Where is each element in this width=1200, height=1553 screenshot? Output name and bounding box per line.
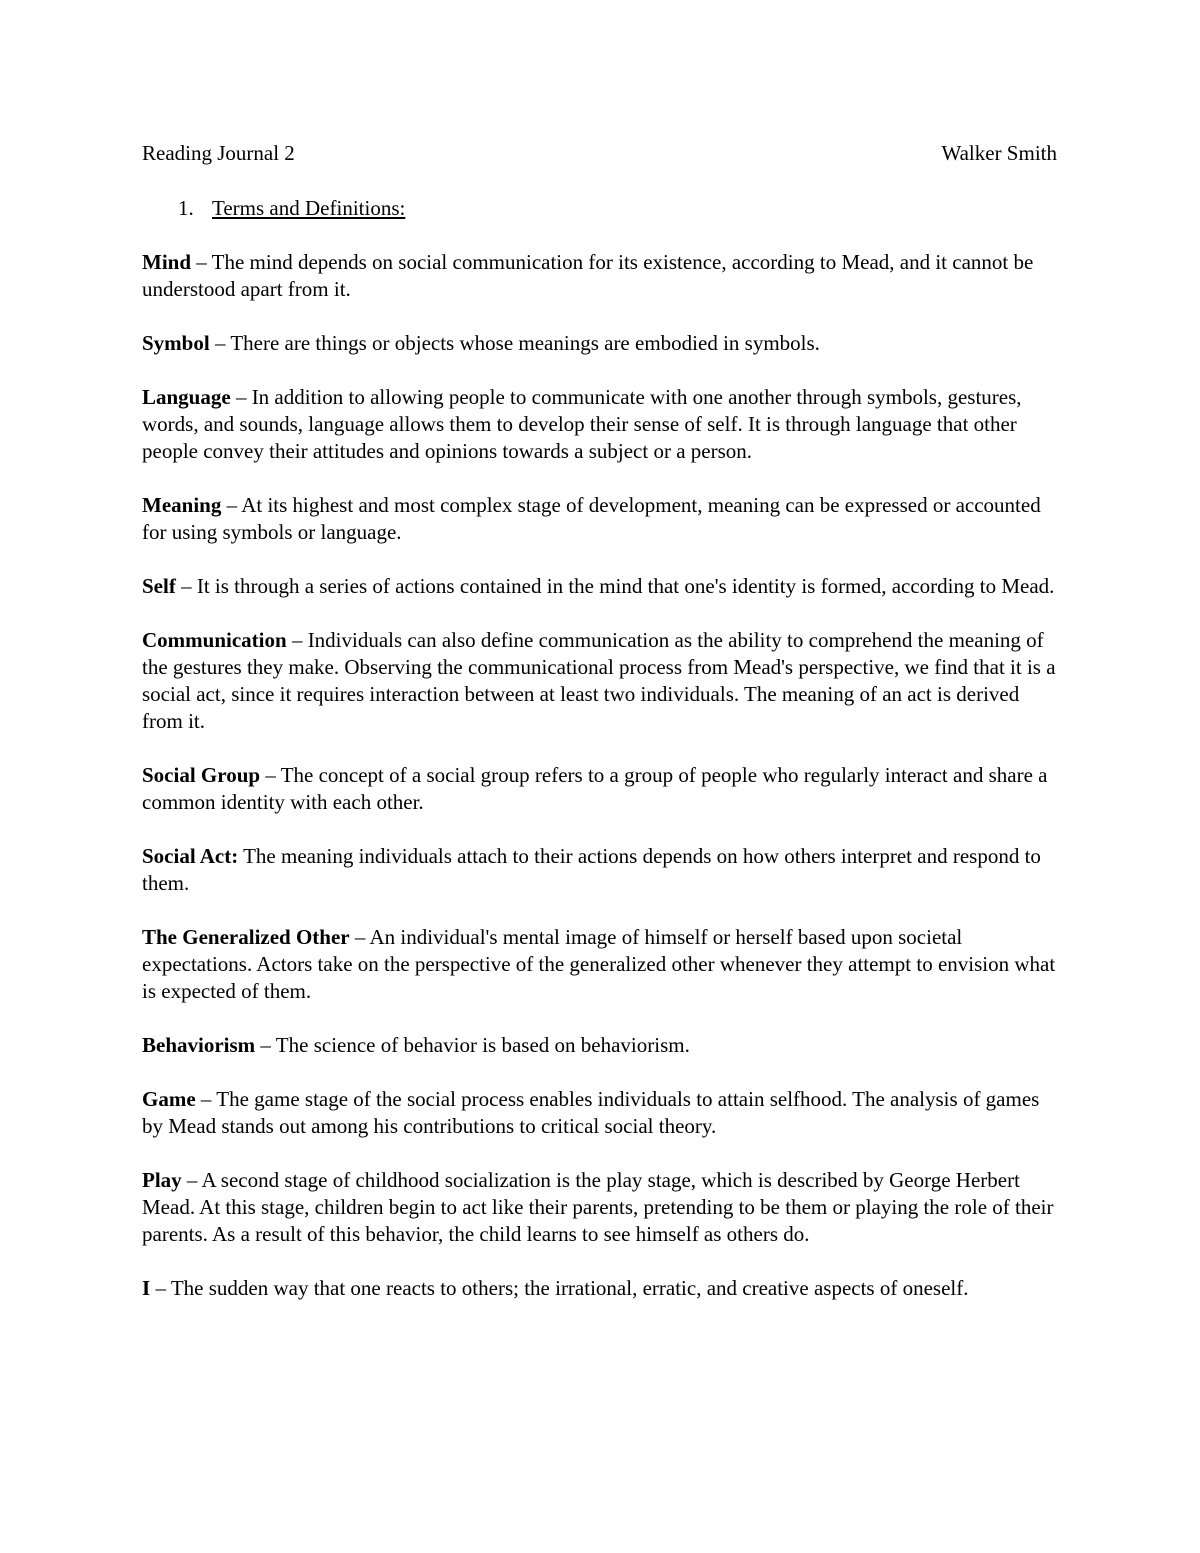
definition-term: I — [142, 1276, 151, 1300]
definition-term: Symbol — [142, 331, 210, 355]
document-header — [142, 140, 1057, 167]
definition-entry — [142, 249, 1057, 303]
definition-entry — [142, 762, 1057, 816]
definition-separator: – — [150, 1276, 171, 1300]
definition-term: Play — [142, 1168, 182, 1192]
definition-entry — [142, 492, 1057, 546]
definition-term: Communication — [142, 628, 287, 652]
document-page — [142, 140, 1057, 1329]
definition-term: Game — [142, 1087, 196, 1111]
definition-entry — [142, 843, 1057, 897]
definition-separator: – — [191, 250, 212, 274]
definition-term: Social Act: — [142, 844, 239, 868]
definition-separator: – — [260, 763, 281, 787]
definition-text: There are things or objects whose meanings are embodied in symbols. — [230, 331, 820, 355]
definition-text: In addition to allowing people to communicate with one another through symbols, gestures, words, and sounds, language allows them to develop their sense of self. It is through language that other people convey their attitudes and opinions towards a subject or a person. — [142, 385, 1022, 463]
section-label: Terms and Definitions: — [212, 196, 406, 220]
definition-term: Behaviorism — [142, 1033, 256, 1057]
definition-entry — [142, 627, 1057, 735]
definition-separator: – — [221, 493, 242, 517]
definition-text: At its highest and most complex stage of development, meaning can be expressed or accounted for using symbols or language. — [142, 493, 1041, 544]
definition-entry — [142, 924, 1057, 1005]
definition-text: The meaning individuals attach to their actions depends on how others interpret and respond to them. — [142, 844, 1041, 895]
author-name: Walker Smith — [941, 141, 1057, 165]
definition-term: Self — [142, 574, 176, 598]
definition-separator: – — [195, 1087, 217, 1111]
definition-entry — [142, 1086, 1057, 1140]
definition-term: Language — [142, 385, 231, 409]
definition-separator: – — [230, 385, 252, 409]
definition-separator: – — [181, 1168, 202, 1192]
section-heading — [142, 195, 1057, 222]
definition-separator: – — [209, 331, 231, 355]
definition-text: The concept of a social group refers to a group of people who regularly interact and share a common identity with each other. — [142, 763, 1048, 814]
definition-text: The mind depends on social communication for its existence, according to Mead, and it cannot be understood apart from it. — [142, 250, 1034, 301]
definition-entry — [142, 1275, 1057, 1302]
definition-entry — [142, 573, 1057, 600]
section-number: 1. — [178, 196, 194, 220]
definition-text: Individuals can also define communication as the ability to comprehend the meaning of the gestures they make. Observing the communicational process from Mead's perspective, we find that it is a social act, since it requires interaction between at least two individuals. The meaning of an act is derived from it. — [142, 628, 1056, 733]
definition-separator: – — [255, 1033, 276, 1057]
definition-separator: – — [286, 628, 308, 652]
definition-text: The science of behavior is based on behaviorism. — [275, 1033, 690, 1057]
definition-term: Social Group — [142, 763, 261, 787]
definition-entry — [142, 1032, 1057, 1059]
definition-separator: – — [349, 925, 370, 949]
definition-entry — [142, 330, 1057, 357]
definition-text: An individual's mental image of himself or herself based upon societal expectations. Actors take on the perspective of the generalized other whenever they attempt to envision what is expected of them. — [142, 925, 1056, 1003]
definition-entry — [142, 384, 1057, 465]
definition-separator: – — [175, 574, 197, 598]
definition-text: The sudden way that one reacts to others; the irrational, erratic, and creative aspects of oneself. — [170, 1276, 969, 1300]
definition-term: The Generalized Other — [142, 925, 350, 949]
document-title: Reading Journal 2 — [142, 141, 295, 165]
definition-text: The game stage of the social process enables individuals to attain selfhood. The analysis of games by Mead stands out among his contributions to critical social theory. — [142, 1087, 1040, 1138]
definition-text: It is through a series of actions contained in the mind that one's identity is formed, according to Mead. — [196, 574, 1055, 598]
definition-term: Meaning — [142, 493, 222, 517]
definition-term: Mind — [142, 250, 192, 274]
definitions-list — [142, 249, 1057, 1302]
definition-entry — [142, 1167, 1057, 1248]
definition-text: A second stage of childhood socialization is the play stage, which is described by George Herbert Mead. At this stage, children begin to act like their parents, pretending to be them or playing the role of their parents. As a result of this behavior, the child learns to see himself as others do. — [142, 1168, 1054, 1246]
